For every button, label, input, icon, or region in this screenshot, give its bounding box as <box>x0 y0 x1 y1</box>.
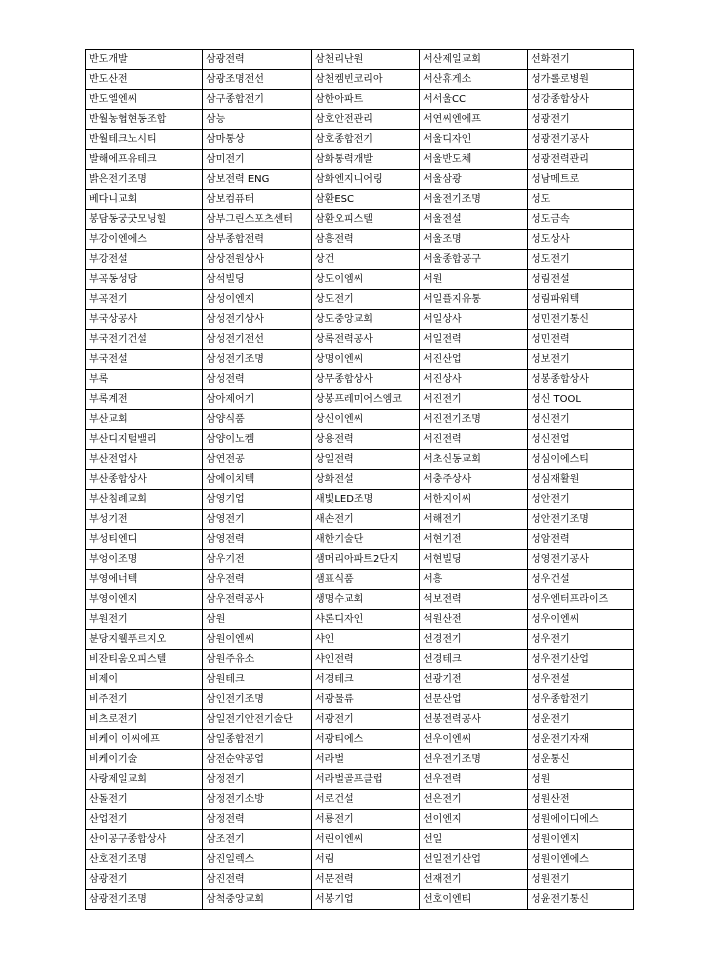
table-cell: 발해에프유테크 <box>86 150 203 170</box>
table-cell: 삼보컴퓨터 <box>203 190 312 210</box>
table-cell: 성가롤로병원 <box>528 70 634 90</box>
table-cell: 서원 <box>420 270 528 290</box>
table-cell: 베다니교회 <box>86 190 203 210</box>
table-cell: 성민전력 <box>528 330 634 350</box>
table-cell: 성원산전 <box>528 790 634 810</box>
table-cell: 서광물류 <box>312 690 420 710</box>
table-cell: 부강전설 <box>86 250 203 270</box>
table-cell: 부영이엔지 <box>86 590 203 610</box>
table-cell: 성도금속 <box>528 210 634 230</box>
table-cell: 부성기전 <box>86 510 203 530</box>
table-cell: 부곡동성당 <box>86 270 203 290</box>
table-row <box>86 870 634 890</box>
table-row <box>86 670 634 690</box>
table-cell: 성광전력관리 <box>528 150 634 170</box>
table-cell: 성운전기 <box>528 710 634 730</box>
table-cell: 서산휴게소 <box>420 70 528 90</box>
table-cell: 서로건설 <box>312 790 420 810</box>
table-cell: 삼부종합전력 <box>203 230 312 250</box>
table-cell: 부성티엔디 <box>86 530 203 550</box>
table-cell: 삼성전기상사 <box>203 310 312 330</box>
table-cell: 성신전기 <box>528 410 634 430</box>
table-cell: 삼인전기조명 <box>203 690 312 710</box>
table-cell: 성운전기자재 <box>528 730 634 750</box>
table-cell: 상화전설 <box>312 470 420 490</box>
table-cell: 성우이엔씨 <box>528 610 634 630</box>
table-cell: 성림파워텍 <box>528 290 634 310</box>
table-cell: 삼우전력공사 <box>203 590 312 610</box>
table-cell: 서진전력 <box>420 430 528 450</box>
table-row <box>86 710 634 730</box>
table-cell: 사랑제일교회 <box>86 770 203 790</box>
company-name-table <box>85 49 634 910</box>
table-cell: 선우이엔씨 <box>420 730 528 750</box>
table-cell: 서경테크 <box>312 670 420 690</box>
table-row <box>86 430 634 450</box>
table-row <box>86 770 634 790</box>
table-cell: 삼조전기 <box>203 830 312 850</box>
table-cell: 부국전기건설 <box>86 330 203 350</box>
table-cell: 샤인 <box>312 630 420 650</box>
table-cell: 성우종합전기 <box>528 690 634 710</box>
table-cell: 삼한아파트 <box>312 90 420 110</box>
table-cell: 새손전기 <box>312 510 420 530</box>
table-cell: 서울전설 <box>420 210 528 230</box>
table-cell: 부영에너텍 <box>86 570 203 590</box>
table-cell: 비츠로전기 <box>86 710 203 730</box>
table-cell: 성원 <box>528 770 634 790</box>
table-cell: 서충주상사 <box>420 470 528 490</box>
table-cell: 상록전력공사 <box>312 330 420 350</box>
table-row <box>86 150 634 170</box>
table-row <box>86 70 634 90</box>
table-cell: 서울조명 <box>420 230 528 250</box>
table-cell: 성영전기공사 <box>528 550 634 570</box>
table-cell: 서림 <box>312 850 420 870</box>
table-cell: 서해전기 <box>420 510 528 530</box>
table-cell: 반월테크노시티 <box>86 130 203 150</box>
table-cell: 삼영기업 <box>203 490 312 510</box>
table-cell: 선우전력 <box>420 770 528 790</box>
table-row <box>86 630 634 650</box>
table-cell: 삼화엔지니어링 <box>312 170 420 190</box>
table-cell: 서광전기 <box>312 710 420 730</box>
table-row <box>86 130 634 150</box>
table-cell: 상신이엔씨 <box>312 410 420 430</box>
table-cell: 삼부그린스포츠센터 <box>203 210 312 230</box>
table-cell: 삼광전기 <box>86 870 203 890</box>
table-cell: 서진전기조명 <box>420 410 528 430</box>
table-cell: 삼성전력 <box>203 370 312 390</box>
table-cell: 삼광전기조명 <box>86 890 203 910</box>
table-row <box>86 250 634 270</box>
table-cell: 상도전기 <box>312 290 420 310</box>
table-cell: 성우전기산업 <box>528 650 634 670</box>
table-cell: 삼성전기전선 <box>203 330 312 350</box>
table-cell: 산이공구종합상사 <box>86 830 203 850</box>
table-cell: 성우전기 <box>528 630 634 650</box>
table-cell: 서울디자인 <box>420 130 528 150</box>
table-cell: 선이엔지 <box>420 810 528 830</box>
table-cell: 성민전기통신 <box>528 310 634 330</box>
table-cell: 봉담동궁굿모닝힐 <box>86 210 203 230</box>
table-row <box>86 210 634 230</box>
table-cell: 선봉전력공사 <box>420 710 528 730</box>
table-cell: 선은전기 <box>420 790 528 810</box>
table-cell: 서울종합공구 <box>420 250 528 270</box>
table-row <box>86 230 634 250</box>
table-cell: 부록 <box>86 370 203 390</box>
table-cell: 성운통신 <box>528 750 634 770</box>
table-cell: 샤인전력 <box>312 650 420 670</box>
table-cell: 선화전기 <box>528 50 634 70</box>
table-cell: 삼우기전 <box>203 550 312 570</box>
table-cell: 삼원테크 <box>203 670 312 690</box>
table-cell: 성원에이디에스 <box>528 810 634 830</box>
table-cell: 서진상사 <box>420 370 528 390</box>
table-cell: 삼진전력 <box>203 870 312 890</box>
company-name-table-body <box>86 50 634 910</box>
table-cell: 삼우전력 <box>203 570 312 590</box>
table-row <box>86 810 634 830</box>
table-row <box>86 370 634 390</box>
table-cell: 성심이에스티 <box>528 450 634 470</box>
table-cell: 서초신동교회 <box>420 450 528 470</box>
table-cell: 부록계전 <box>86 390 203 410</box>
table-cell: 상일전력 <box>312 450 420 470</box>
table-cell: 부산전업사 <box>86 450 203 470</box>
table-row <box>86 790 634 810</box>
table-row <box>86 270 634 290</box>
table-cell: 성안전기 <box>528 490 634 510</box>
table-cell: 삼원이엔씨 <box>203 630 312 650</box>
table-cell: 상도이엠씨 <box>312 270 420 290</box>
table-cell: 성심재활원 <box>528 470 634 490</box>
table-cell: 삼상전원상사 <box>203 250 312 270</box>
table-cell: 서진전기 <box>420 390 528 410</box>
table-cell: 비잔티움오피스텔 <box>86 650 203 670</box>
table-row <box>86 530 634 550</box>
table-cell: 서라벌 <box>312 750 420 770</box>
table-cell: 상건 <box>312 250 420 270</box>
table-cell: 상용전력 <box>312 430 420 450</box>
table-cell: 서광티에스 <box>312 730 420 750</box>
table-cell: 성암전력 <box>528 530 634 550</box>
table-cell: 비주전기 <box>86 690 203 710</box>
table-cell: 선문산업 <box>420 690 528 710</box>
table-cell: 삼화통력개발 <box>312 150 420 170</box>
table-cell: 삼호종합전기 <box>312 130 420 150</box>
table-cell: 성원전기 <box>528 870 634 890</box>
table-cell: 부엉이조명 <box>86 550 203 570</box>
table-cell: 서울삼광 <box>420 170 528 190</box>
table-cell: 삼전순약공업 <box>203 750 312 770</box>
table-cell: 삼흥전력 <box>312 230 420 250</box>
table-cell: 서한지이씨 <box>420 490 528 510</box>
table-cell: 삼미전기 <box>203 150 312 170</box>
table-cell: 선광기전 <box>420 670 528 690</box>
table-cell: 삼원 <box>203 610 312 630</box>
table-cell: 반월농협현동조합 <box>86 110 203 130</box>
table-cell: 서산제일교회 <box>420 50 528 70</box>
table-cell: 성도전기 <box>528 250 634 270</box>
table-cell: 서흥 <box>420 570 528 590</box>
table-cell: 삼정전력 <box>203 810 312 830</box>
table-row <box>86 90 634 110</box>
table-cell: 반도엘엔씨 <box>86 90 203 110</box>
table-cell: 상명이엔씨 <box>312 350 420 370</box>
table-cell: 성보전기 <box>528 350 634 370</box>
table-cell: 서룡전기 <box>312 810 420 830</box>
table-cell: 성신전업 <box>528 430 634 450</box>
table-cell: 선일 <box>420 830 528 850</box>
table-cell: 삼환오피스텔 <box>312 210 420 230</box>
table-cell: 새한기술단 <box>312 530 420 550</box>
table-cell: 서연씨엔에프 <box>420 110 528 130</box>
table-cell: 생명수교회 <box>312 590 420 610</box>
table-row <box>86 390 634 410</box>
table-cell: 부곡전기 <box>86 290 203 310</box>
table-cell: 성광전기 <box>528 110 634 130</box>
table-cell: 서울반도체 <box>420 150 528 170</box>
table-row <box>86 590 634 610</box>
table-cell: 선경전기 <box>420 630 528 650</box>
table-cell: 성남메트로 <box>528 170 634 190</box>
table-row <box>86 350 634 370</box>
table-cell: 성강종합상사 <box>528 90 634 110</box>
table-cell: 삼일전기안전기술단 <box>203 710 312 730</box>
table-cell: 성윤전기통신 <box>528 890 634 910</box>
table-row <box>86 410 634 430</box>
table-cell: 삼원주유소 <box>203 650 312 670</box>
table-cell: 부강이엔에스 <box>86 230 203 250</box>
table-cell: 성신 TOOL <box>528 390 634 410</box>
table-row <box>86 470 634 490</box>
table-cell: 서진산업 <box>420 350 528 370</box>
table-cell: 산돌전기 <box>86 790 203 810</box>
table-cell: 성안전기조명 <box>528 510 634 530</box>
table-cell: 삼영전기 <box>203 510 312 530</box>
table-cell: 성봉종합상사 <box>528 370 634 390</box>
table-cell: 삼천리난원 <box>312 50 420 70</box>
table-cell: 성우엔터프라이즈 <box>528 590 634 610</box>
table-cell: 밝은전기조명 <box>86 170 203 190</box>
table-row <box>86 610 634 630</box>
table-row <box>86 330 634 350</box>
table-cell: 석원산전 <box>420 610 528 630</box>
table-cell: 상봉프레미어스엠코 <box>312 390 420 410</box>
table-cell: 부국전설 <box>86 350 203 370</box>
table-cell: 새빛LED조명 <box>312 490 420 510</box>
table-cell: 성원이엔지 <box>528 830 634 850</box>
table-cell: 삼광조명전선 <box>203 70 312 90</box>
table-cell: 삼마통상 <box>203 130 312 150</box>
table-cell: 서린이엔씨 <box>312 830 420 850</box>
table-cell: 성도상사 <box>528 230 634 250</box>
table-row <box>86 110 634 130</box>
table-cell: 서봉기업 <box>312 890 420 910</box>
table-cell: 반도산전 <box>86 70 203 90</box>
table-cell: 삼성이엔지 <box>203 290 312 310</box>
table-cell: 삼영전력 <box>203 530 312 550</box>
table-row <box>86 450 634 470</box>
table-cell: 삼연전공 <box>203 450 312 470</box>
table-row <box>86 570 634 590</box>
table-cell: 부산교회 <box>86 410 203 430</box>
table-row <box>86 290 634 310</box>
table-row <box>86 550 634 570</box>
table-row <box>86 170 634 190</box>
table-cell: 선재전기 <box>420 870 528 890</box>
table-cell: 석보전력 <box>420 590 528 610</box>
table-cell: 서라벌골프클럽 <box>312 770 420 790</box>
table-cell: 삼진일렉스 <box>203 850 312 870</box>
table-cell: 삼호안전관리 <box>312 110 420 130</box>
table-cell: 삼환ESC <box>312 190 420 210</box>
table-cell: 서울전기조명 <box>420 190 528 210</box>
table-cell: 비제이 <box>86 670 203 690</box>
table-cell: 삼석빌딩 <box>203 270 312 290</box>
table-cell: 삼보전력 ENG <box>203 170 312 190</box>
table-cell: 성원이엔에스 <box>528 850 634 870</box>
table-cell: 성도 <box>528 190 634 210</box>
table-row <box>86 850 634 870</box>
table-cell: 서일전력 <box>420 330 528 350</box>
table-cell: 삼척중앙교회 <box>203 890 312 910</box>
table-cell: 비케이 이씨에프 <box>86 730 203 750</box>
table-cell: 삼아제어기 <box>203 390 312 410</box>
table-row <box>86 830 634 850</box>
table-cell: 부원전기 <box>86 610 203 630</box>
table-cell: 선우전기조명 <box>420 750 528 770</box>
table-cell: 삼에이치텍 <box>203 470 312 490</box>
table-cell: 선일전기산업 <box>420 850 528 870</box>
table-row <box>86 730 634 750</box>
table-cell: 분당지웰푸르지오 <box>86 630 203 650</box>
table-row <box>86 310 634 330</box>
table-cell: 부국상공사 <box>86 310 203 330</box>
table-row <box>86 750 634 770</box>
table-cell: 성우건설 <box>528 570 634 590</box>
table-cell: 삼일종합전기 <box>203 730 312 750</box>
table-cell: 샘머리아파트2단지 <box>312 550 420 570</box>
table-cell: 성우전설 <box>528 670 634 690</box>
table-cell: 성림전설 <box>528 270 634 290</box>
table-cell: 서현기전 <box>420 530 528 550</box>
table-cell: 서현빌딩 <box>420 550 528 570</box>
table-row <box>86 490 634 510</box>
table-row <box>86 510 634 530</box>
table-cell: 삼구종합전기 <box>203 90 312 110</box>
table-row <box>86 890 634 910</box>
table-cell: 부산종합상사 <box>86 470 203 490</box>
table-cell: 선호이엔티 <box>420 890 528 910</box>
table-cell: 삼정전기 <box>203 770 312 790</box>
table-cell: 삼천켐빈코리아 <box>312 70 420 90</box>
table-cell: 삼양이노켐 <box>203 430 312 450</box>
table-cell: 삼정전기소방 <box>203 790 312 810</box>
table-cell: 비케이기술 <box>86 750 203 770</box>
table-cell: 성광전기공사 <box>528 130 634 150</box>
table-cell: 삼성전기조명 <box>203 350 312 370</box>
table-cell: 삼능 <box>203 110 312 130</box>
table-cell: 산업전기 <box>86 810 203 830</box>
table-cell: 서일상사 <box>420 310 528 330</box>
table-cell: 서서울CC <box>420 90 528 110</box>
table-cell: 반도개발 <box>86 50 203 70</box>
table-cell: 부산디지털밸리 <box>86 430 203 450</box>
table-cell: 부산침례교회 <box>86 490 203 510</box>
table-row <box>86 190 634 210</box>
table-cell: 샤론디자인 <box>312 610 420 630</box>
table-cell: 선경테크 <box>420 650 528 670</box>
table-cell: 상무종합상사 <box>312 370 420 390</box>
table-cell: 삼광전력 <box>203 50 312 70</box>
table-row <box>86 50 634 70</box>
table-cell: 삼양식품 <box>203 410 312 430</box>
table-cell: 산호전기조명 <box>86 850 203 870</box>
table-row <box>86 650 634 670</box>
table-cell: 서문전력 <box>312 870 420 890</box>
table-cell: 상도중앙교회 <box>312 310 420 330</box>
table-cell: 샘표식품 <box>312 570 420 590</box>
table-cell: 서일플지유통 <box>420 290 528 310</box>
table-row <box>86 690 634 710</box>
